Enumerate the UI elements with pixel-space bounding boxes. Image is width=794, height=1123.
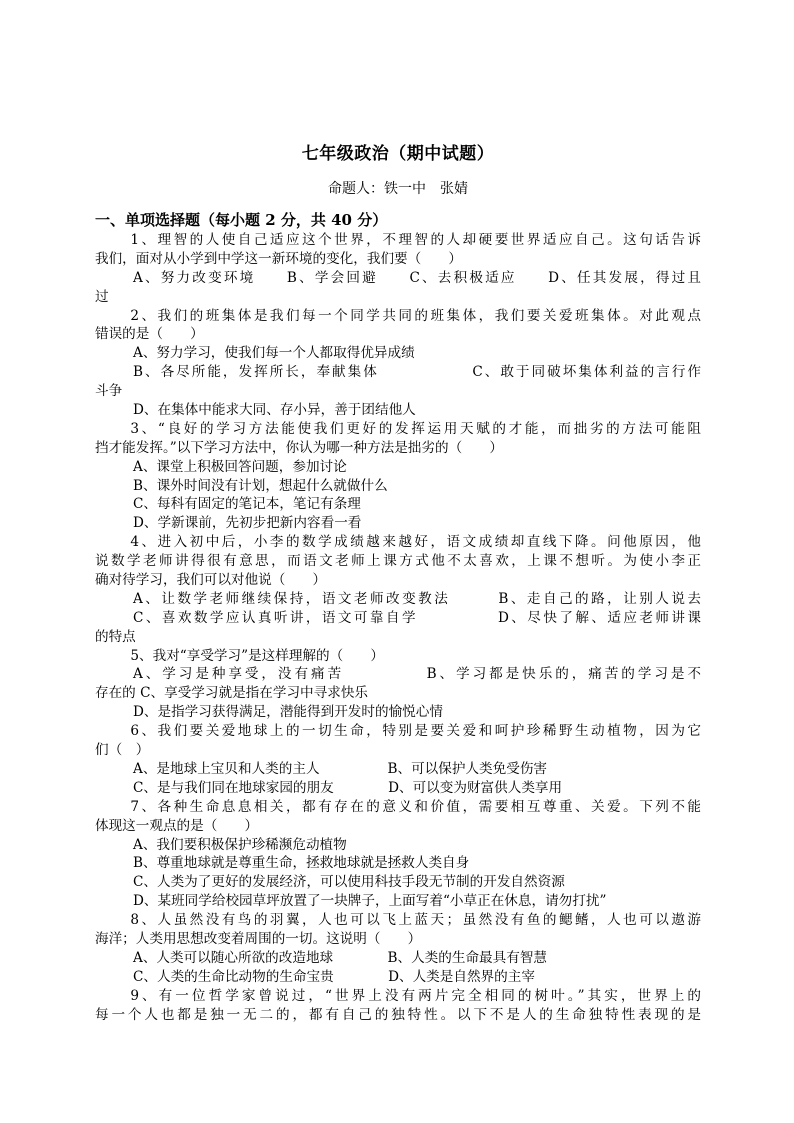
text-line: C、是与我们同在地球家园的朋友 D、可以变为财富供人类享用 [133, 779, 563, 796]
text-line: B、尊重地球就是尊重生命，拯救地球就是拯救人类自身 [133, 855, 470, 872]
text-line: 3、“良好的学习方法能使我们更好的发挥运用天赋的才能，而拙劣的方法可能阻 [130, 420, 701, 437]
text-line: 错误的是（ ） [95, 326, 204, 343]
text-line: 体现这一观点的是（ ） [95, 817, 259, 834]
text-line: 4、进入初中后，小李的数学成绩越来越好，语文成绩却直线下降。问他原因，他 [130, 534, 701, 551]
text-line: 6、我们要关爱地球上的一切生命，特别是要关爱和呵护珍稀野生动植物，因为它 [130, 723, 701, 740]
text-line: 过 [95, 288, 109, 305]
text-line: C、每科有固定的笔记本，笔记有条理 [133, 496, 361, 513]
text-line: B、各尽所能，发挥所长，奉献集体 C、敢于同破坏集体利益的言行作 [133, 364, 701, 381]
text-line: 们（ ） [95, 742, 150, 759]
text-line: 9、有一位哲学家曾说过，“世界上没有两片完全相同的树叶。”其实，世界上的 [130, 987, 701, 1004]
text-line: 我们，面对从小学到中学这一新环境的变化，我们要（ ） [95, 250, 463, 267]
text-line: A、努力改变环境 B、学会回避 C、去积极适应 D、任其发展，得过且 [133, 269, 701, 286]
text-line: 7、各种生命息息相关，都有存在的意义和价值，需要相互尊重、关爱。下列不能 [130, 798, 701, 815]
section-heading: 一、单项选择题（每小题 2 分，共 40 分） [95, 211, 388, 229]
text-line: A、努力学习，使我们每一个人都取得优异成绩 [133, 345, 415, 362]
text-line: B、课外时间没有计划，想起什么就做什么 [133, 477, 388, 494]
text-line: 8、人虽然没有鸟的羽翼，人也可以飞上蓝天；虽然没有鱼的鳃鳍，人也可以遨游 [130, 912, 701, 929]
text-line: A、我们要积极保护珍稀濒危动植物 [133, 836, 347, 853]
text-line: D、在集体中能求大同、存小异，善于团结他人 [133, 402, 416, 419]
text-line: 每一个人也都是独一无二的，都有自己的独特性。以下不是人的生命独特性表现的是 [95, 1006, 701, 1023]
text-line: A、让数学老师继续保持，语文老师改变教法 B、走自己的路，让别人说去 [133, 590, 701, 607]
text-line: C、人类为了更好的发展经济，可以使用科技手段无节制的开发自然资源 [133, 874, 565, 891]
text-line: C、人类的生命比动物的生命宝贵 D、人类是自然界的主宰 [133, 968, 535, 985]
question-body [95, 231, 701, 1024]
text-line: D、是指学习获得满足，潜能得到开发时的愉悦心情 [133, 704, 443, 721]
text-line: A、学习是种享受，没有痛苦 B、学习都是快乐的，痛苦的学习是不 [133, 666, 701, 683]
text-line: A、课堂上积极回答问题，参加讨论 [133, 458, 347, 475]
text-line: 5、我对“享受学习”是这样理解的（ ） [130, 647, 384, 664]
text-line: 说数学老师讲得很有意思，而语文老师上课方式他不太喜欢，上课不想听。为使小李正 [95, 553, 701, 570]
text-line: 斗争 [95, 383, 123, 400]
text-line: A、是地球上宝贝和人类的主人 B、可以保护人类免受伤害 [133, 760, 548, 777]
author-line: 命题人：铁一中 张婧 [328, 181, 468, 197]
text-line: D、学新课前，先初步把新内容看一看 [133, 515, 362, 532]
text-line: 存在的 C、享受学习就是指在学习中寻求快乐 [95, 685, 369, 702]
text-line: 1、理智的人使自己适应这个世界，不理智的人却硬要世界适应自己。这句话告诉 [130, 232, 701, 248]
text-line: 的特点 [95, 628, 136, 645]
document-page [95, 143, 701, 1024]
text-line: 确对待学习，我们可以对他说（ ） [95, 572, 327, 589]
page-title: 七年级政治（期中试题） [301, 144, 495, 164]
text-line: D、某班同学给校园草坪放置了一块牌子，上面写着“小草正在休息，请勿打扰” [133, 893, 607, 910]
text-line: 海洋；人类用思想改变着周围的一切。这说明（ ） [95, 930, 422, 947]
text-line: 2、我们的班集体是我们每一个同学共同的班集体，我们要关爱班集体。对此观点 [130, 307, 701, 324]
text-line: A、人类可以随心所欲的改造地球 B、人类的生命最具有智慧 [133, 949, 548, 966]
text-line: C、喜欢数学应认真听讲，语文可靠自学 D、尽快了解、适应老师讲课 [133, 609, 701, 626]
text-line: 挡才能发挥。”以下学习方法中，你认为哪一种方法是拙劣的（ ） [95, 439, 503, 456]
